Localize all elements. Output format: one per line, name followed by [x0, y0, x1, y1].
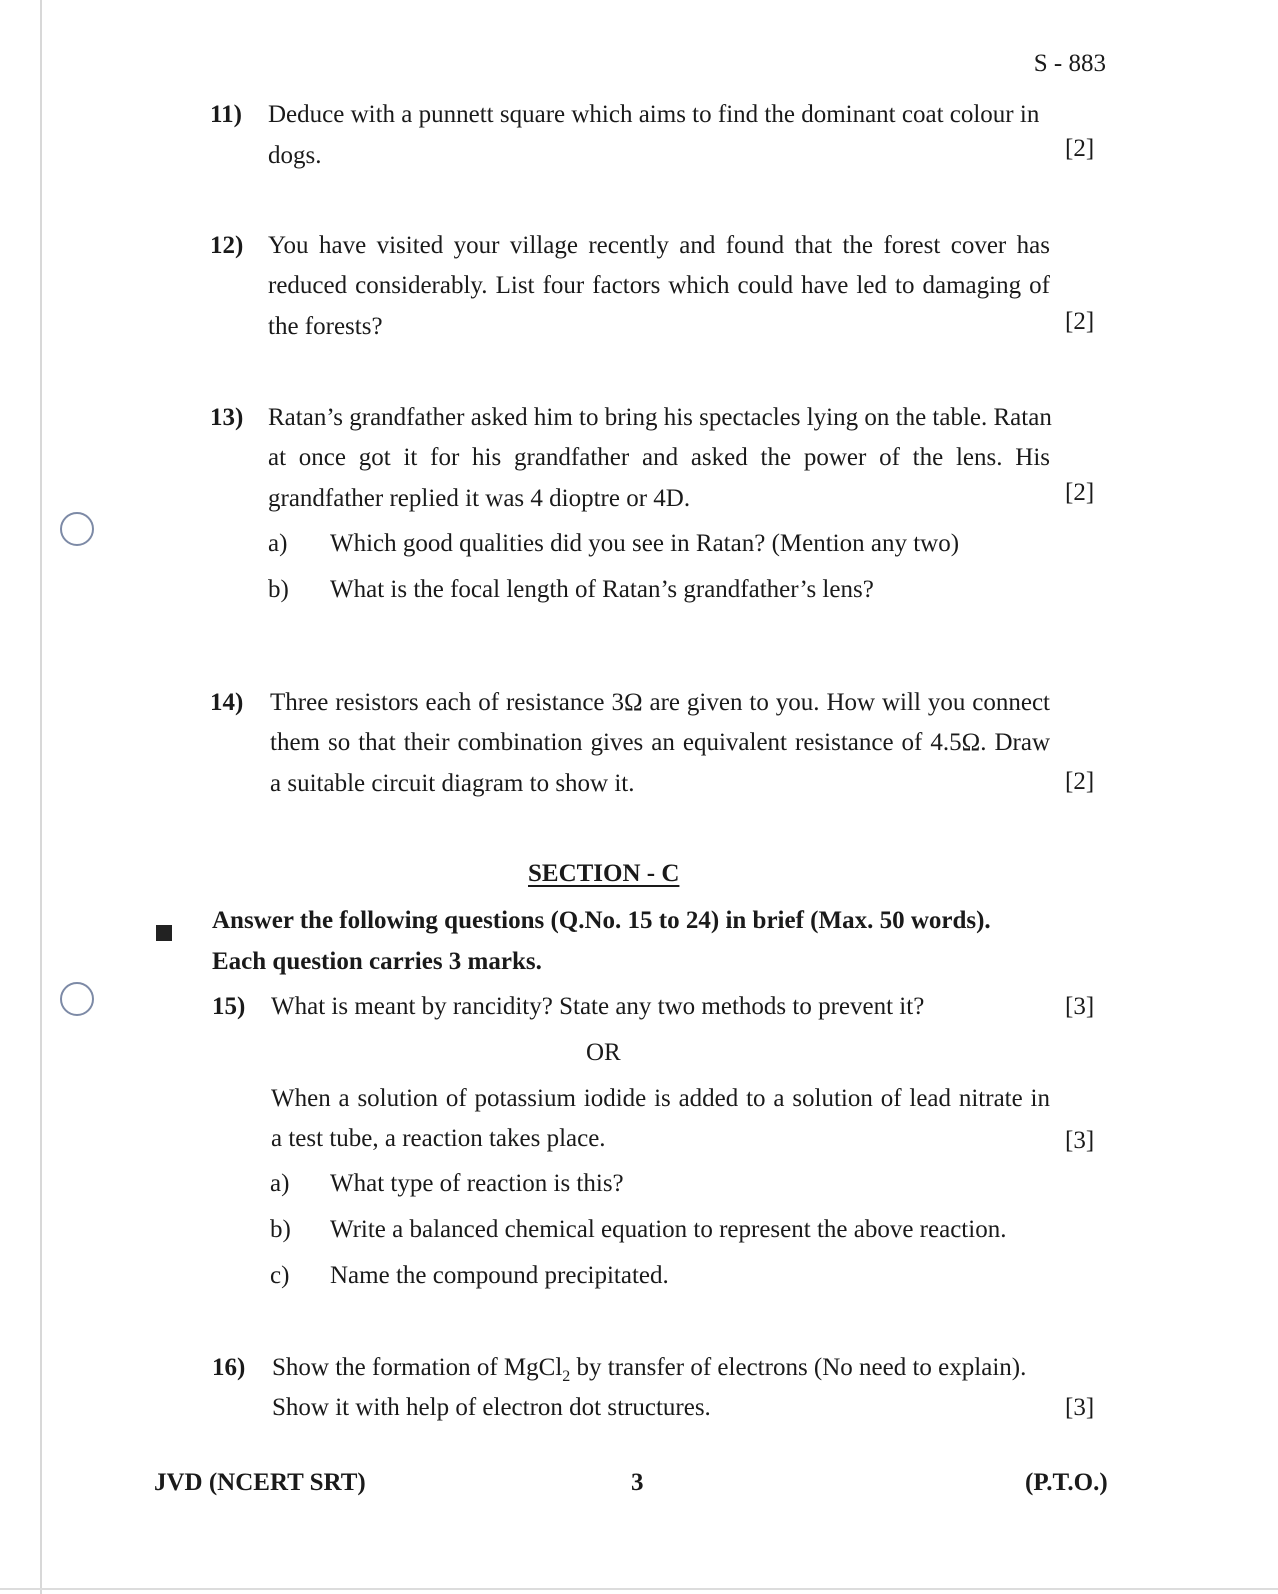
section-title: SECTION - C: [528, 860, 680, 887]
question-text: at once got it for his grandfather and asked the power of the lens. His: [268, 444, 1050, 471]
question-text: dogs.: [268, 142, 322, 169]
question-text: reduced considerably. List four factors which could have led to damaging of: [268, 272, 1050, 299]
sub-question-label: a): [270, 1170, 290, 1197]
page-number: 3: [631, 1469, 644, 1496]
sub-question-text: Which good qualities did you see in Ratan? (Mention any two): [330, 530, 960, 557]
question-number: 13): [210, 404, 244, 431]
question-text: a test tube, a reaction takes place.: [271, 1125, 606, 1152]
punch-hole-icon: [60, 512, 94, 546]
marks-label: [2]: [1065, 135, 1095, 162]
question-text: Three resistors each of resistance 3Ω are given to you. How will you connect: [270, 689, 1050, 716]
marks-label: [2]: [1065, 768, 1095, 795]
punch-hole-icon: [60, 982, 94, 1016]
question-number: 11): [210, 101, 242, 128]
sub-question-label: c): [270, 1262, 290, 1289]
question-text: Deduce with a punnett square which aims to find the dominant coat colour in: [268, 101, 1040, 128]
sub-question-text: Write a balanced chemical equation to represent the above reaction.: [330, 1216, 1007, 1243]
question-number: 14): [210, 689, 244, 716]
section-instructions: Answer the following questions (Q.No. 15 to 24) in brief (Max. 50 words).: [212, 907, 991, 934]
question-text: them so that their combination gives an equivalent resistance of 4.5Ω. Draw: [270, 729, 1050, 756]
section-instructions: Each question carries 3 marks.: [212, 948, 542, 975]
question-text: Show it with help of electron dot structures.: [272, 1394, 711, 1421]
question-number: 15): [212, 993, 246, 1020]
marks-label: [2]: [1065, 479, 1095, 506]
marks-label: [3]: [1065, 1127, 1095, 1154]
footer-left: JVD (NCERT SRT): [154, 1469, 366, 1496]
question-text: a suitable circuit diagram to show it.: [270, 770, 635, 797]
question-text: Ratan’s grandfather asked him to bring his spectacles lying on the table. Ratan: [268, 404, 1052, 431]
or-separator: OR: [586, 1039, 621, 1066]
question-number: 12): [210, 232, 244, 259]
sub-question-text: Name the compound precipitated.: [330, 1262, 669, 1289]
sub-question-label: a): [268, 530, 288, 557]
page-edge: [40, 0, 42, 1594]
paper-code: S - 883: [1033, 50, 1106, 77]
sub-question-label: b): [270, 1216, 291, 1243]
page-edge-bottom: [0, 1588, 1278, 1590]
question-text: the forests?: [268, 313, 383, 340]
question-text: What is meant by rancidity? State any two methods to prevent it?: [271, 993, 925, 1020]
sub-question-text: What is the focal length of Ratan’s grandfather’s lens?: [330, 576, 874, 603]
sub-question-text: What type of reaction is this?: [330, 1170, 624, 1197]
question-text: When a solution of potassium iodide is added to a solution of lead nitrate in: [271, 1085, 1050, 1112]
question-text: grandfather replied it was 4 dioptre or 4D.: [268, 485, 691, 512]
sub-question-label: b): [268, 576, 289, 603]
marks-label: [3]: [1065, 993, 1095, 1020]
bullet-square-icon: [156, 925, 172, 941]
question-text: You have visited your village recently and found that the forest cover has: [268, 232, 1050, 259]
question-number: 16): [212, 1354, 246, 1381]
question-text: Show the formation of MgCl$_2$ by transfer of electrons (No need to explain).: [272, 1354, 1027, 1385]
marks-label: [2]: [1065, 308, 1095, 335]
marks-label: [3]: [1065, 1394, 1095, 1421]
footer-right: (P.T.O.): [1025, 1469, 1108, 1496]
